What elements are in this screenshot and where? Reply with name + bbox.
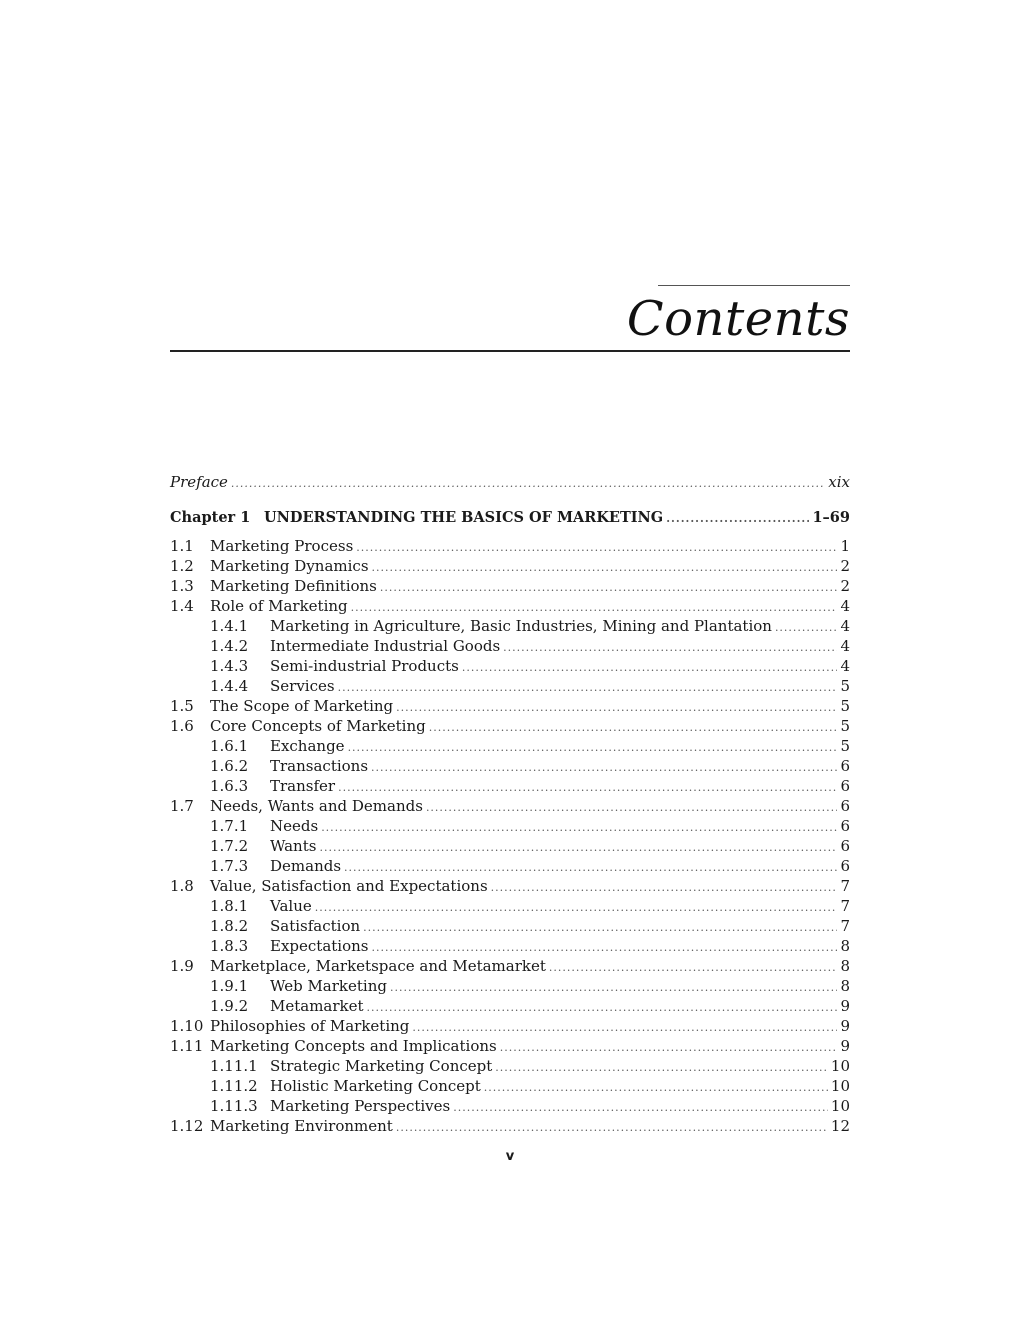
toc-entry-number: 1.7.3 (210, 857, 249, 875)
title-top-rule (658, 285, 850, 286)
toc-entry-number: 1.4.2 (210, 637, 249, 655)
dot-leader (396, 698, 837, 718)
toc-entry-label: Transactions (270, 757, 369, 775)
toc-entry-label: Marketing Concepts and Implications (210, 1037, 497, 1055)
toc-subsection-entry[interactable] (170, 996, 850, 1016)
dot-leader (426, 798, 838, 818)
toc-entry-page: 6 (840, 857, 850, 875)
toc-section-entry[interactable] (170, 1036, 850, 1056)
toc-entry-page: 6 (840, 817, 850, 835)
toc-entry-label: Wants (270, 837, 317, 855)
dot-leader (372, 558, 838, 578)
toc-entry-page: 7 (840, 877, 850, 895)
toc-section-entry[interactable] (170, 556, 850, 576)
dot-leader (338, 678, 838, 698)
page-title: Contents (626, 291, 850, 347)
toc-entry-number: 1.11.2 (210, 1077, 258, 1095)
dot-leader (412, 1018, 837, 1038)
dot-leader (356, 538, 837, 558)
toc-entry-number: 1.1 (170, 537, 194, 555)
toc-subsection-entry[interactable] (170, 856, 850, 876)
toc-entry-number: 1.6.3 (210, 777, 249, 795)
toc-chapter-title: UNDERSTANDING THE BASICS OF MARKETING (264, 509, 664, 526)
toc-entry-number: 1.8.2 (210, 917, 249, 935)
toc-entry-label: Marketing Definitions (210, 577, 377, 595)
toc-entry-page: 6 (840, 797, 850, 815)
toc-entry-number: 1.9 (170, 957, 194, 975)
title-underline-rule (170, 350, 850, 352)
toc-entry-page: 6 (840, 777, 850, 795)
toc-entry-page: 12 (830, 1117, 850, 1135)
toc-entry-label: Value, Satisfaction and Expectations (210, 877, 488, 895)
toc-entry-label: Marketing in Agriculture, Basic Industries, Mining and Plantation (270, 617, 772, 635)
toc-section-list (170, 536, 850, 1136)
toc-entry-number: 1.4.1 (210, 617, 249, 635)
toc-preface-page: xix (828, 473, 850, 491)
toc-section-entry[interactable] (170, 596, 850, 616)
toc-entry-page: 9 (840, 1017, 850, 1035)
toc-entry-label: Transfer (270, 777, 336, 795)
toc-entry-page: 4 (840, 617, 850, 635)
toc-entry-number: 1.6.1 (210, 737, 249, 755)
toc-entry-label: Role of Marketing (210, 597, 348, 615)
toc-entry-page: 4 (840, 657, 850, 675)
toc-subsection-entry[interactable] (170, 936, 850, 956)
toc-section-entry[interactable] (170, 796, 850, 816)
toc-entry-number: 1.11.1 (210, 1057, 258, 1075)
toc-entry-page: 9 (840, 1037, 850, 1055)
toc-section-entry[interactable] (170, 696, 850, 716)
toc-entry-page: 10 (830, 1097, 850, 1115)
dot-leader (484, 1078, 828, 1098)
toc-entry-label: Needs, Wants and Demands (210, 797, 423, 815)
toc-entry-page: 8 (840, 957, 850, 975)
toc-entry-label: Intermediate Industrial Goods (270, 637, 501, 655)
toc-entry-label: Marketing Dynamics (210, 557, 369, 575)
toc-entry-page: 4 (840, 597, 850, 615)
toc-entry-number: 1.7.1 (210, 817, 249, 835)
toc-chapter-entry[interactable] (170, 508, 850, 528)
toc-entry-number: 1.8.3 (210, 937, 249, 955)
toc-chapter-pages: 1–69 (812, 509, 850, 526)
toc-entry-number: 1.6.2 (210, 757, 249, 775)
dot-leader (321, 818, 837, 838)
toc-subsection-entry[interactable] (170, 916, 850, 936)
dot-leader (775, 618, 838, 638)
toc-subsection-entry[interactable] (170, 1096, 850, 1116)
toc-entry-number: 1.7 (170, 797, 194, 815)
toc-entry-number: 1.5 (170, 697, 194, 715)
toc-subsection-entry[interactable] (170, 636, 850, 656)
toc-subsection-entry[interactable] (170, 816, 850, 836)
dot-leader (371, 758, 837, 778)
dot-leader (231, 472, 825, 496)
toc-entry-page: 8 (840, 937, 850, 955)
toc-entry-page: 6 (840, 837, 850, 855)
toc-entry-page: 9 (840, 997, 850, 1015)
toc-entry-label: Semi-industrial Products (270, 657, 459, 675)
dot-leader (351, 598, 838, 618)
page-number: v (505, 1149, 515, 1164)
toc-entry-label: Metamarket (270, 997, 364, 1015)
toc-subsection-entry[interactable] (170, 896, 850, 916)
toc-entry-label: Marketplace, Marketspace and Metamarket (210, 957, 546, 975)
dot-leader (491, 878, 838, 898)
dot-leader (396, 1118, 828, 1138)
dot-leader (380, 578, 838, 598)
toc-entry-page: 5 (840, 737, 850, 755)
toc-entry-page: 2 (840, 577, 850, 595)
dot-leader (390, 978, 837, 998)
toc-section-entry[interactable] (170, 1016, 850, 1036)
dot-leader (549, 958, 838, 978)
dot-leader (462, 658, 838, 678)
toc-entry-number: 1.11 (170, 1037, 204, 1055)
toc-subsection-entry[interactable] (170, 676, 850, 696)
toc-entry-label: Philosophies of Marketing (210, 1017, 410, 1035)
toc-subsection-entry[interactable] (170, 616, 850, 636)
toc-entry-label: Demands (270, 857, 342, 875)
toc-subsection-entry[interactable] (170, 736, 850, 756)
toc-entry-page: 7 (840, 897, 850, 915)
toc-entry-number: 1.11.3 (210, 1097, 258, 1115)
toc-entry-page: 7 (840, 917, 850, 935)
dot-leader (315, 898, 838, 918)
toc-entry-page: 8 (840, 977, 850, 995)
dot-leader (503, 638, 837, 658)
toc-entry-page: 6 (840, 757, 850, 775)
toc-preface-label: Preface (170, 473, 228, 491)
toc-entry-number: 1.2 (170, 557, 194, 575)
toc-entry-label: Marketing Process (210, 537, 354, 555)
toc-entry-label: Marketing Environment (210, 1117, 393, 1135)
toc-entry-label: Value (270, 897, 312, 915)
table-of-contents (170, 470, 850, 1136)
toc-subsection-entry[interactable] (170, 656, 850, 676)
toc-entry-number: 1.9.1 (210, 977, 249, 995)
toc-entry-label: Expectations (270, 937, 369, 955)
toc-entry-label: Needs (270, 817, 319, 835)
toc-entry-label: Services (270, 677, 335, 695)
dot-leader (429, 718, 838, 738)
toc-section-entry[interactable] (170, 576, 850, 596)
toc-subsection-entry[interactable] (170, 776, 850, 796)
toc-entry-number: 1.9.2 (210, 997, 249, 1015)
toc-entry-page: 2 (840, 557, 850, 575)
toc-entry-label: Holistic Marketing Concept (270, 1077, 481, 1095)
toc-chapter-number: Chapter 1 (170, 509, 251, 526)
dot-leader (453, 1098, 828, 1118)
dot-leader (666, 509, 809, 529)
toc-entry-label: Strategic Marketing Concept (270, 1057, 493, 1075)
toc-entry-number: 1.4 (170, 597, 194, 615)
toc-subsection-entry[interactable] (170, 1056, 850, 1076)
toc-entry-number: 1.8 (170, 877, 194, 895)
toc-entry-page: 10 (830, 1057, 850, 1075)
toc-entry-number: 1.3 (170, 577, 194, 595)
dot-leader (500, 1038, 838, 1058)
toc-preface-entry[interactable] (170, 470, 850, 494)
toc-entry-number: 1.7.2 (210, 837, 249, 855)
dot-leader (338, 778, 837, 798)
toc-entry-label: Web Marketing (270, 977, 387, 995)
toc-subsection-entry[interactable] (170, 976, 850, 996)
toc-entry-label: Exchange (270, 737, 345, 755)
dot-leader (367, 998, 838, 1018)
toc-subsection-entry[interactable] (170, 1076, 850, 1096)
dot-leader (495, 1058, 828, 1078)
toc-entry-label: Marketing Perspectives (270, 1097, 451, 1115)
dot-leader (371, 938, 837, 958)
toc-entry-page: 5 (840, 697, 850, 715)
toc-entry-number: 1.4.3 (210, 657, 249, 675)
toc-entry-number: 1.10 (170, 1017, 204, 1035)
toc-entry-number: 1.4.4 (210, 677, 249, 695)
toc-subsection-entry[interactable] (170, 756, 850, 776)
toc-entry-number: 1.12 (170, 1117, 204, 1135)
toc-section-entry[interactable] (170, 956, 850, 976)
toc-section-entry[interactable] (170, 536, 850, 556)
toc-section-entry[interactable] (170, 1116, 850, 1136)
toc-entry-page: 4 (840, 637, 850, 655)
toc-entry-label: Core Concepts of Marketing (210, 717, 426, 735)
dot-leader (344, 858, 837, 878)
dot-leader (319, 838, 837, 858)
toc-entry-page: 10 (830, 1077, 850, 1095)
toc-entry-label: The Scope of Marketing (210, 697, 394, 715)
dot-leader (348, 738, 838, 758)
toc-entry-page: 1 (840, 537, 850, 555)
toc-subsection-entry[interactable] (170, 836, 850, 856)
toc-entry-number: 1.6 (170, 717, 194, 735)
dot-leader (363, 918, 837, 938)
toc-section-entry[interactable] (170, 716, 850, 736)
toc-entry-page: 5 (840, 717, 850, 735)
toc-section-entry[interactable] (170, 876, 850, 896)
toc-entry-label: Satisfaction (270, 917, 361, 935)
toc-entry-number: 1.8.1 (210, 897, 249, 915)
toc-entry-page: 5 (840, 677, 850, 695)
